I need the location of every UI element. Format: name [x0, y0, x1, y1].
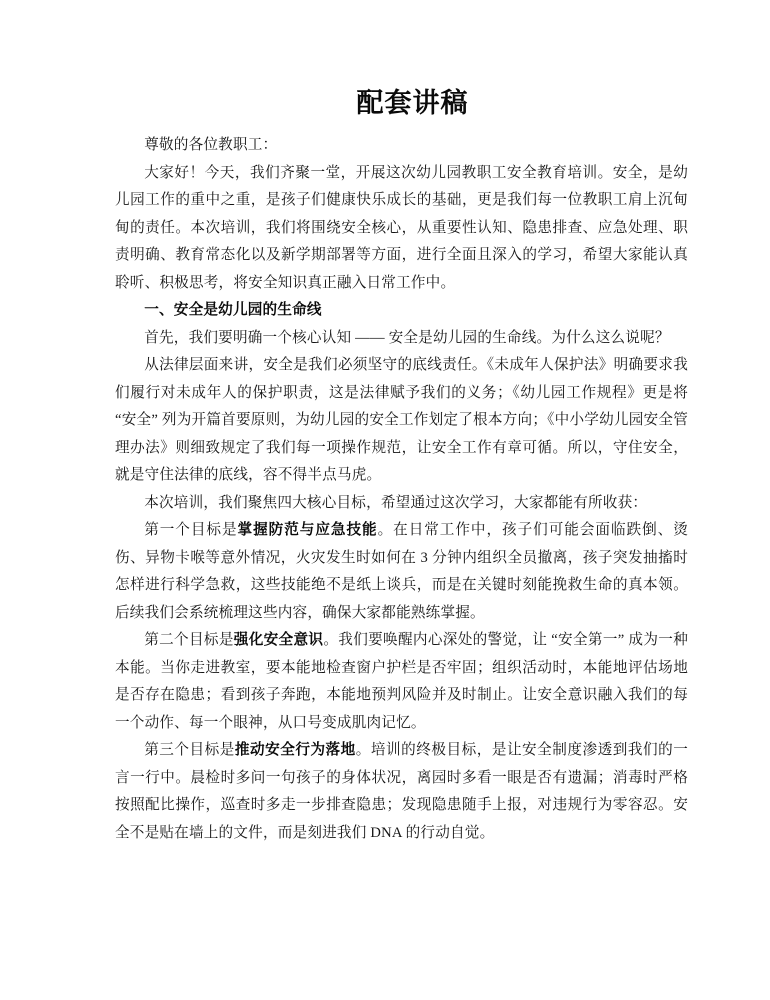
goal-2-prefix: 第二个目标是 [144, 632, 234, 648]
goal-1-body: 。在日常工作中，孩子们可能会面临跌倒、烫伤、异物卡喉等意外情况，火灾发生时如何在 3 分钟内组织全员撤离，孩子突发抽搐时怎样进行科学急救，这些技能绝不是纸上谈兵，而是在关键时刻能挽救生命的真本领。后续我们会系统梳理这些内容，确保大家都能熟练掌握。 [115, 522, 688, 621]
paragraph-goal-2 [115, 627, 688, 737]
goal-2-body: 。我们要唤醒内心深处的警觉，让 “安全第一” 成为一种本能。当你走进教室，要本能地检查窗户护栏是否牢固；组织活动时，本能地评估场地是否存在隐患；看到孩子奔跑，本能地预判风险并及时制止。让安全意识融入我们的每一个动作、每一个眼神，从口号变成肌肉记忆。 [115, 632, 689, 731]
paragraph-legal-basis: 从法律层面来讲，安全是我们必须坚守的底线责任。《未成年人保护法》明确要求我们履行对未成年人的保护职责，这是法律赋予我们的义务；《幼儿园工作规程》更是将 “安全” 列为开篇首要原则，为幼儿园的安全工作划定了根本方向；《中小学幼儿园安全管理办法》则细致规定了我们每一项操作规范，让安全工作有章可循。所以，守住安全，就是守住法律的底线，容不得半点马虎。 [115, 357, 688, 483]
goal-3-body: 。培训的终极目标，是让安全制度渗透到我们的一言一行中。晨检时多问一句孩子的身体状况，离园时多看一眼是否有遗漏；消毒时严格按照配比操作，巡查时多走一步排查隐患；发现隐患随手上报，对违规行为零容忍。安全不是贴在墙上的文件，而是刻进我们 DNA 的行动自觉。 [115, 742, 688, 841]
paragraph-goal-3 [115, 737, 688, 847]
goal-3-prefix: 第三个目标是 [144, 742, 235, 758]
paragraph-core-cognition: 首先，我们要明确一个核心认知 —— 安全是幼儿园的生命线。为什么这么说呢？ [144, 329, 670, 346]
paragraph-salutation: 尊敬的各位教职工： [144, 137, 278, 153]
goal-1-prefix: 第一个目标是 [144, 522, 238, 538]
goal-3-term: 推动安全行为落地 [234, 742, 356, 758]
goal-1-term: 掌握防范与应急技能 [237, 522, 378, 538]
section-heading-lifeline: 一、安全是幼儿园的生命线 [144, 302, 322, 318]
paragraph-goals-intro: 本次培训，我们聚焦四大核心目标，希望通过这次学习，大家都能有所收获： [144, 494, 648, 511]
document-title: 配套讲稿 [356, 88, 469, 118]
goal-2-term: 强化安全意识 [233, 632, 324, 648]
paragraph-intro: 大家好！今天，我们齐聚一堂，开展这次幼儿园教职工安全教育培训。安全，是幼儿园工作的重中之重，是孩子们健康快乐成长的基础，更是我们每一位教职工肩上沉甸甸的责任。本次培训，我们将围绕安全核心，从重要性认知、隐患排查、应急处理、职责明确、教育常态化以及新学期部署等方面，进行全面且深入的学习，希望大家能认真聆听、积极思考，将安全知识真正融入日常工作中。 [115, 164, 688, 291]
paragraph-goal-1 [115, 517, 688, 627]
